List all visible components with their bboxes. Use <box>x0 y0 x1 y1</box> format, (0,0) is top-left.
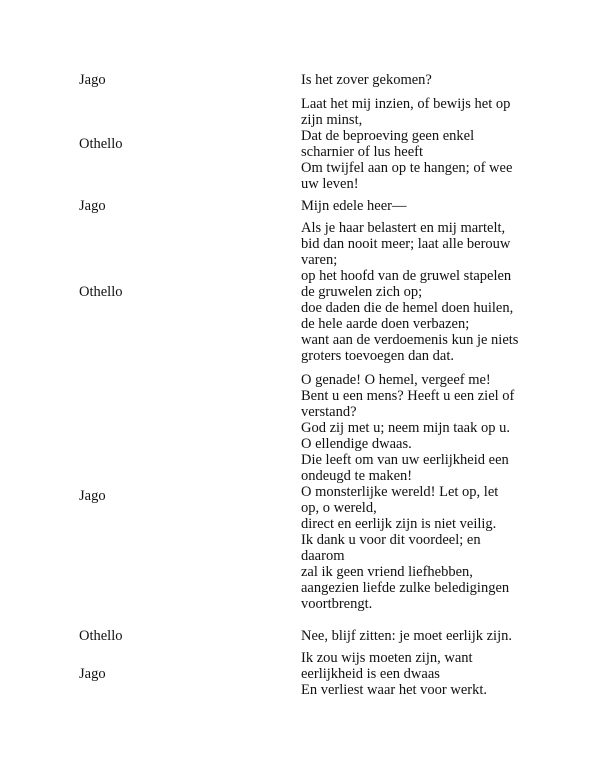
speech-line: Mijn edele heer— <box>301 198 407 214</box>
speech-line: Om twijfel aan op te hangen; of wee <box>301 160 513 176</box>
speech-line: zijn minst, <box>301 112 363 128</box>
speech-text <box>301 628 541 644</box>
speech-line: eerlijkheid is een dwaas <box>301 666 440 682</box>
speech-line: Ik dank u voor dit voordeel; en <box>301 532 481 548</box>
speech-line: daarom <box>301 548 345 564</box>
speech-line: want aan de verdoemenis kun je niets <box>301 332 519 348</box>
speech-text <box>301 220 541 364</box>
speech-line: verstand? <box>301 404 357 420</box>
speech-line: Laat het mij inzien, of bewijs het op <box>301 96 511 112</box>
speech-text <box>301 96 541 192</box>
speech-line: groters toevoegen dan dat. <box>301 348 455 364</box>
speech-line: Dat de beproeving geen enkel <box>301 128 475 144</box>
speech-text <box>301 650 541 698</box>
speech-line: O ellendige dwaas. <box>301 436 412 452</box>
speaker-name: Othello <box>79 628 123 644</box>
speech-text <box>301 198 541 214</box>
speaker-name: Othello <box>79 284 123 300</box>
speech-line: direct en eerlijk zijn is niet veilig. <box>301 516 497 532</box>
speech-text <box>301 72 541 88</box>
speech-line: de gruwelen zich op; <box>301 284 423 300</box>
speaker-name: Jago <box>79 198 106 214</box>
speech-line: op, o wereld, <box>301 500 377 516</box>
speech-line: voortbrengt. <box>301 596 373 612</box>
speech-line: Bent u een mens? Heeft u een ziel of <box>301 388 515 404</box>
speech-line: zal ik geen vriend liefhebben, <box>301 564 473 580</box>
speech-line: de hele aarde doen verbazen; <box>301 316 470 332</box>
speech-line: varen; <box>301 252 338 268</box>
speech-line: uw leven! <box>301 176 359 192</box>
speech-line: bid dan nooit meer; laat alle berouw <box>301 236 511 252</box>
speech-line: aangezien liefde zulke beledigingen <box>301 580 510 596</box>
speaker-name: Jago <box>79 666 106 682</box>
speech-line: Is het zover gekomen? <box>301 72 432 88</box>
speech-line: Als je haar belastert en mij martelt, <box>301 220 506 236</box>
speech-line: En verliest waar het voor werkt. <box>301 682 488 698</box>
speech-line: O monsterlijke wereld! Let op, let <box>301 484 499 500</box>
speech-line: Die leeft om van uw eerlijkheid een <box>301 452 509 468</box>
speech-line: God zij met u; neem mijn taak op u. <box>301 420 510 436</box>
speech-line: doe daden die de hemel doen huilen, <box>301 300 514 316</box>
speech-text <box>301 372 541 612</box>
speech-line: Ik zou wijs moeten zijn, want <box>301 650 473 666</box>
speech-line: O genade! O hemel, vergeef me! <box>301 372 491 388</box>
speech-line: scharnier of lus heeft <box>301 144 423 160</box>
speaker-name: Jago <box>79 72 106 88</box>
speech-line: Nee, blijf zitten: je moet eerlijk zijn. <box>301 628 512 644</box>
speech-line: op het hoofd van de gruwel stapelen <box>301 268 512 284</box>
speaker-name: Othello <box>79 136 123 152</box>
speech-line: ondeugd te maken! <box>301 468 413 484</box>
speaker-name: Jago <box>79 488 106 504</box>
